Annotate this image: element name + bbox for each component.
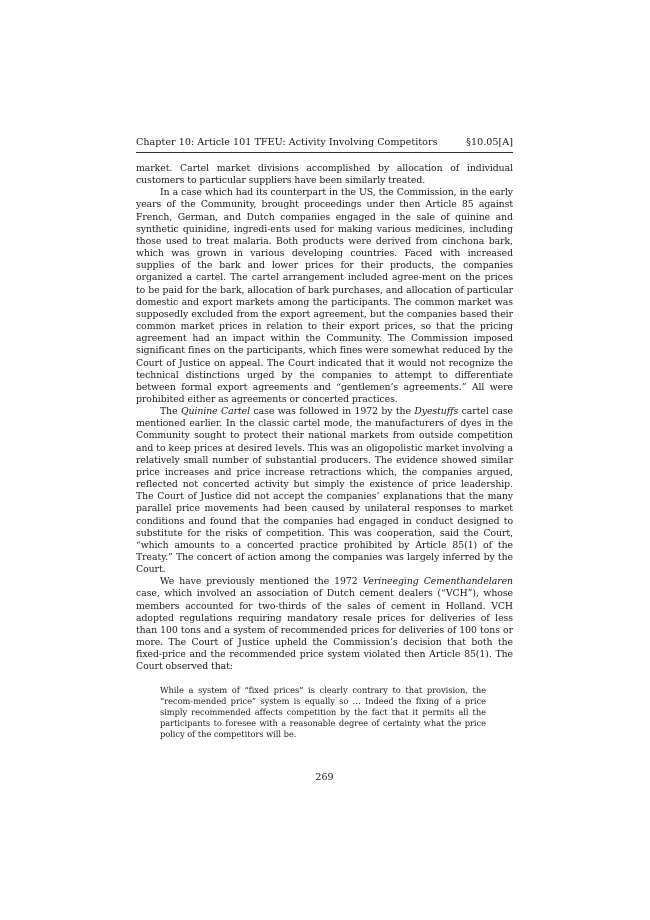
block-quote: While a system of “fixed prices” is clearly contrary to that provision, the “recom-mended price” system is equally so … Indeed the fixing of a price simply recommended affects competition by the fact that it permits all the participants to foresee with a reasonable degree of certainty what the price policy of the competitors will be. bbox=[160, 685, 486, 740]
text-segment: The bbox=[160, 406, 181, 418]
chapter-title: Chapter 10: Article 101 TFEU: Activity Involving Competitors bbox=[136, 137, 438, 148]
text-segment: In a case which had its counterpart in the US, the Commission, in the early years of the Community, brought proceedings under then Article 85 against French, German, and Dutch companies engaged in the sale of quinine and synthetic quinidine, ingredi-ents used for making various medicines, including those used to treat malaria. Both products were derived from cinchona bark, which was grown in various developing countries. Faced with increased supplies of the bark and lower prices for their products, the companies organized a cartel. The cartel arrangement included agree-ment on the prices to be paid for the bark, allocation of bark purchases, and allocation of particular domestic and export markets among the participants. The common market was supposedly excluded from the export agreement, but the companies based their common market prices in relation to their export prices, so that the pricing agreement had an impact within the Community. The Commission imposed significant fines on the participants, which fines were somewhat reduced by the Court of Justice on appeal. The Court indicated that it would not recognize the technical distinctions urged by the companies to attempt to differentiate between formal export agreements and “gentlemen’s agreements.” All were prohibited either as agreements or concerted practices. bbox=[136, 187, 513, 405]
text-segment: case, which involved an association of Dutch cement dealers (“VCH”), whose members accounted for two-thirds of the sales of cement in Holland. VCH adopted regulations requiring mandatory resale prices for deliveries of less than 100 tons and a system of recommended prices for deliveries of 100 tons or more. The Court of Justice upheld the Commission’s decision that both the fixed-price and the recommended price system violated then Article 85(1). The Court observed that: bbox=[136, 588, 513, 673]
paragraph-2 bbox=[136, 187, 513, 406]
text-segment: case was followed in 1972 by the bbox=[250, 406, 415, 418]
body-text bbox=[136, 163, 513, 674]
section-number: §10.05[A] bbox=[466, 137, 513, 148]
text-segment: cartel case mentioned earlier. In the classic cartel mode, the manufacturers of dyes in the Community sought to protect their national markets from outside competition and to keep prices at desired levels. This was an oligopolistic market involving a relatively small number of substantial producers. The evidence showed similar price increases and price increase retractions which, the companies argued, reflected not concerted activity but simply the existence of price leadership. The Court of Justice did not accept the companies’ explanations that the many parallel price movements had been caused by unilateral responses to market conditions and found that the companies had engaged in conduct designed to substitute for the risks of competition. This was cooperation, said the Court, “which amounts to a concerted practice prohibited by Article 85(1) of the Treaty.” The concert of action among the companies was largely inferred by the Court. bbox=[136, 406, 513, 576]
header-rule bbox=[136, 152, 513, 153]
running-header bbox=[136, 137, 513, 149]
text-segment: We have previously mentioned the 1972 bbox=[160, 576, 363, 588]
case-name-quinine-cartel: Quinine Cartel bbox=[180, 406, 251, 418]
text-segment: market. Cartel market divisions accomplished by allocation of individual customers to particular suppliers have been similarly treated. bbox=[136, 163, 513, 187]
case-name-dyestuffs: Dyestuffs bbox=[414, 406, 459, 418]
paragraph-1 bbox=[136, 163, 513, 187]
case-name-vch: Verineeging Cementhandelaren bbox=[362, 576, 513, 588]
paragraph-3 bbox=[136, 406, 513, 576]
paragraph-4 bbox=[136, 576, 513, 673]
page-number: 269 bbox=[315, 772, 334, 783]
